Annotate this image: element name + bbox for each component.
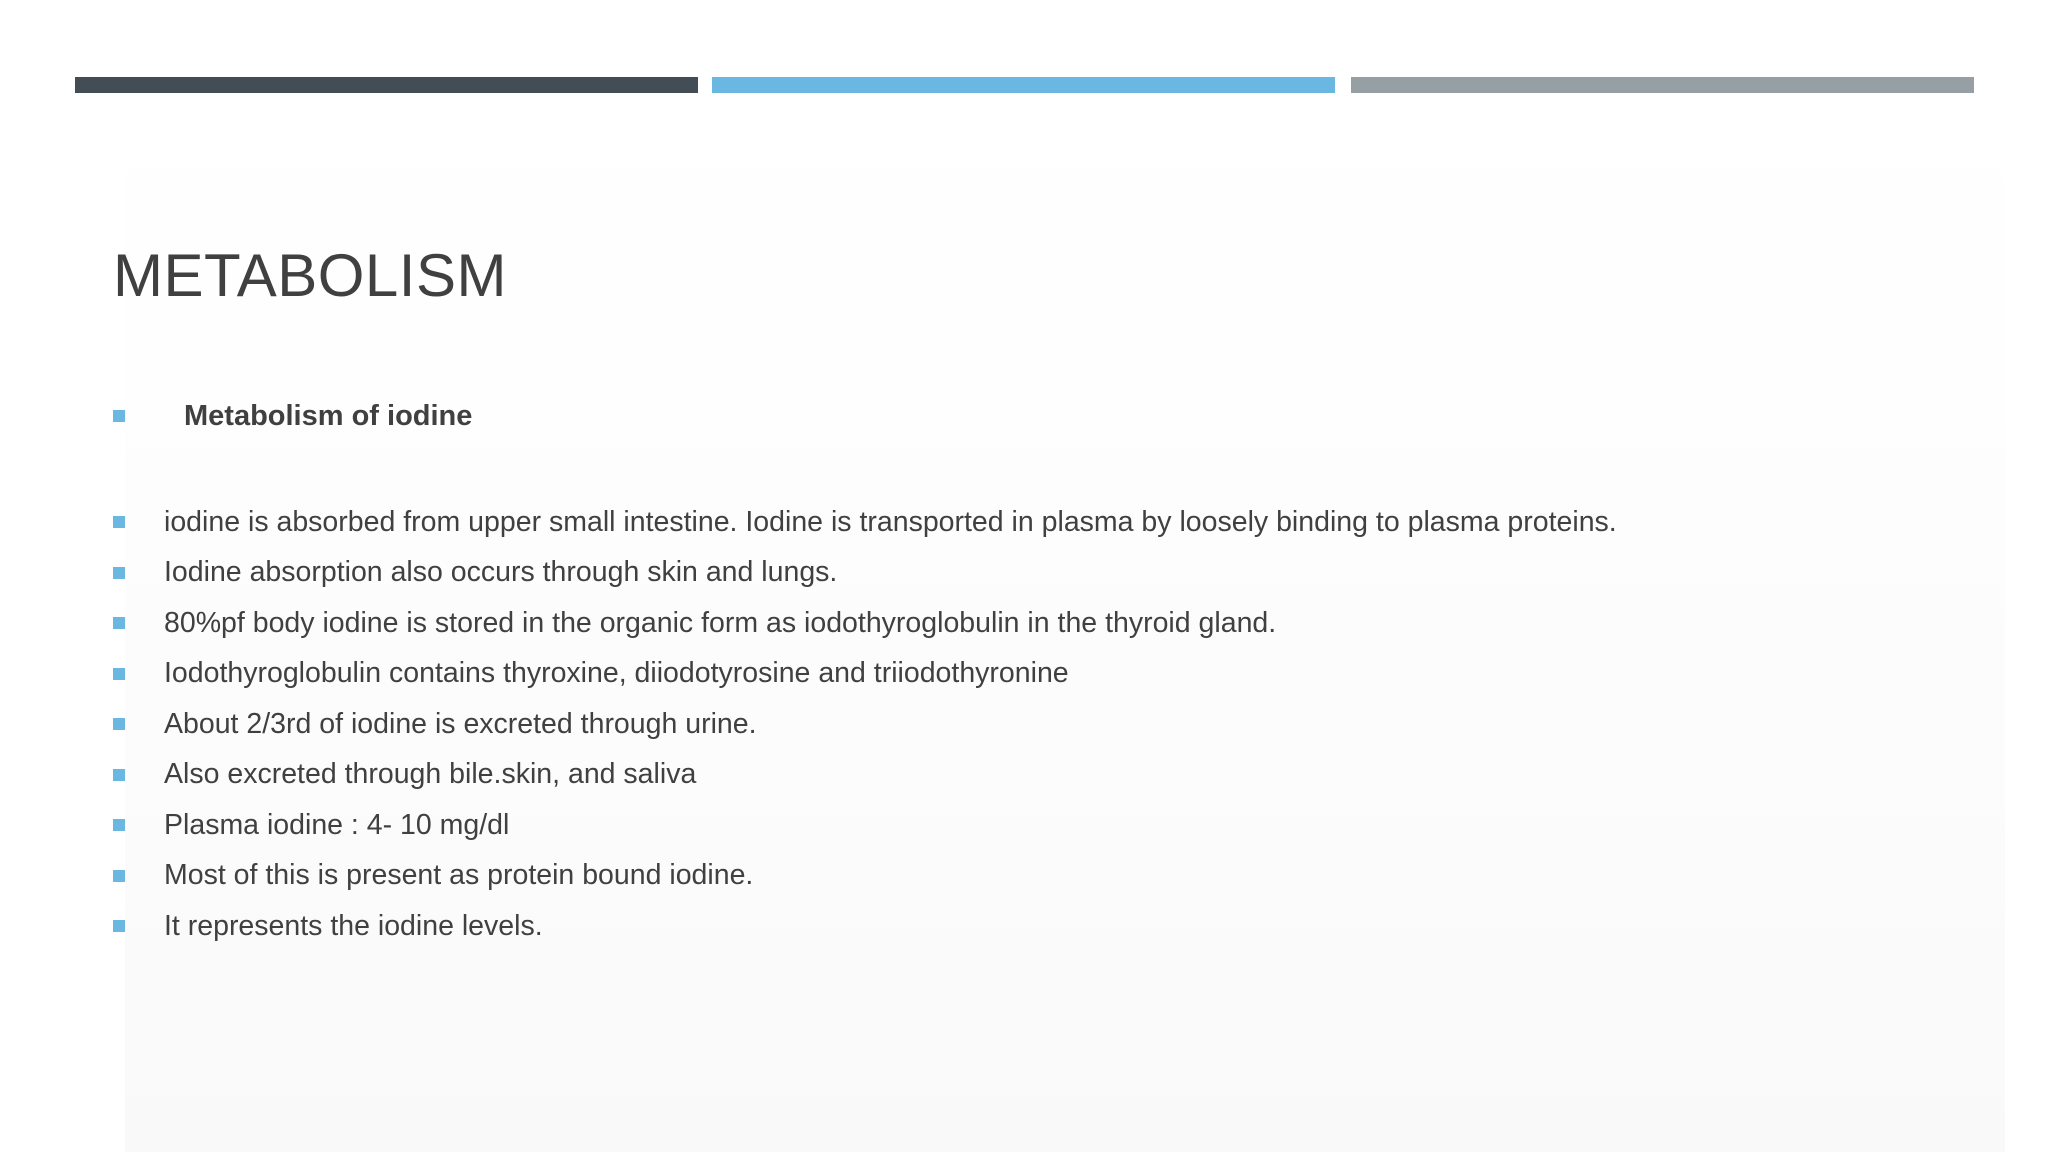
bullet-item (113, 800, 1617, 851)
bullet-list (113, 497, 1617, 952)
bullet-item (113, 548, 1617, 599)
bullet-square-icon (113, 769, 125, 781)
subheading-item (113, 396, 472, 436)
bullet-text: About 2/3rd of iodine is excreted through urine. (164, 707, 757, 740)
bullet-square-icon (113, 668, 125, 680)
bullet-text: Iodothyroglobulin contains thyroxine, diiodotyrosine and triiodothyronine (164, 657, 1069, 690)
bullet-text: 80%pf body iodine is stored in the organic form as iodothyroglobulin in the thyroid gland. (164, 606, 1277, 639)
bullet-text: Plasma iodine : 4- 10 mg/dl (164, 808, 510, 841)
bullet-text: Most of this is present as protein bound iodine. (164, 859, 754, 892)
bullet-square-icon (113, 819, 125, 831)
top-accent-bar-dark (75, 77, 698, 93)
top-accent-bar-blue (712, 77, 1335, 93)
bullet-item (113, 851, 1617, 902)
top-accent-bar-gray (1351, 77, 1974, 93)
bullet-item (113, 649, 1617, 700)
bullet-text: iodine is absorbed from upper small intestine. Iodine is transported in plasma by loosely binding to plasma proteins. (164, 505, 1617, 538)
bullet-item (113, 699, 1617, 750)
bullet-square-icon (113, 718, 125, 730)
bullet-square-icon (113, 617, 125, 629)
subheading-text: Metabolism of iodine (184, 399, 473, 432)
bullet-item (113, 497, 1617, 548)
slide-title: METABOLISM (113, 242, 507, 309)
bullet-square-icon (113, 870, 125, 882)
bullet-item (113, 598, 1617, 649)
bullet-text: Iodine absorption also occurs through skin and lungs. (164, 556, 838, 589)
bullet-text: It represents the iodine levels. (164, 909, 543, 942)
bullet-square-icon (113, 920, 125, 932)
bullet-item (113, 901, 1617, 952)
bullet-text: Also excreted through bile.skin, and saliva (164, 758, 697, 791)
bullet-square-icon (113, 516, 125, 528)
bullet-square-icon (113, 410, 125, 422)
bullet-item (113, 750, 1617, 801)
bullet-square-icon (113, 567, 125, 579)
